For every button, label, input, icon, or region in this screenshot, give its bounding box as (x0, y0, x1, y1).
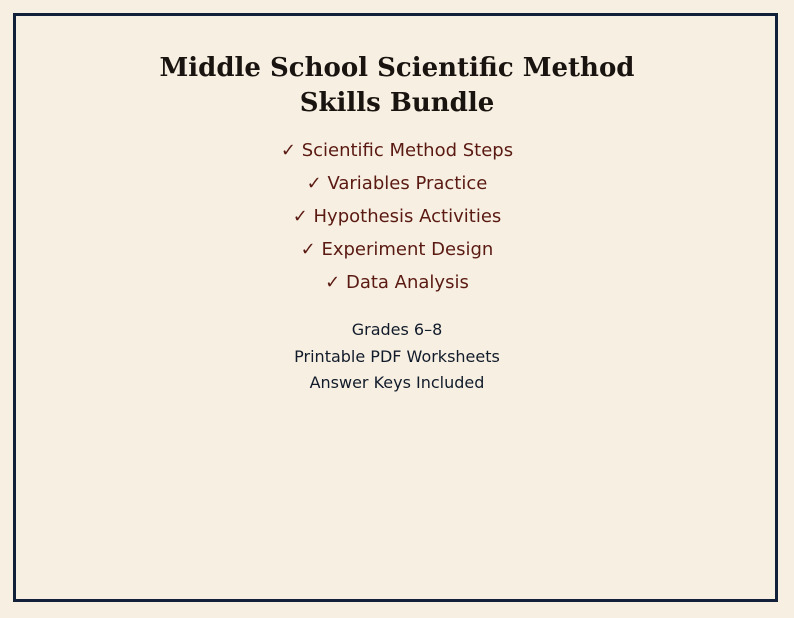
grade-level: Grades 6–8 (351, 320, 443, 339)
feature-checklist (0, 134, 794, 299)
title-line-2: Skills Bundle (299, 88, 495, 118)
checklist-item-steps: ✓ Scientific Method Steps (280, 140, 514, 161)
title-line-1: Middle School Scientific Method (159, 53, 635, 83)
checklist-item-variables: ✓ Variables Practice (306, 173, 488, 194)
checklist-item-experiment: ✓ Experiment Design (300, 239, 494, 260)
checklist-item-hypothesis: ✓ Hypothesis Activities (292, 206, 502, 227)
page-title (0, 51, 794, 121)
answer-keys-note: Answer Keys Included (309, 373, 485, 392)
product-details (0, 317, 794, 397)
checklist-item-data: ✓ Data Analysis (325, 272, 469, 293)
format-note: Printable PDF Worksheets (294, 346, 500, 366)
